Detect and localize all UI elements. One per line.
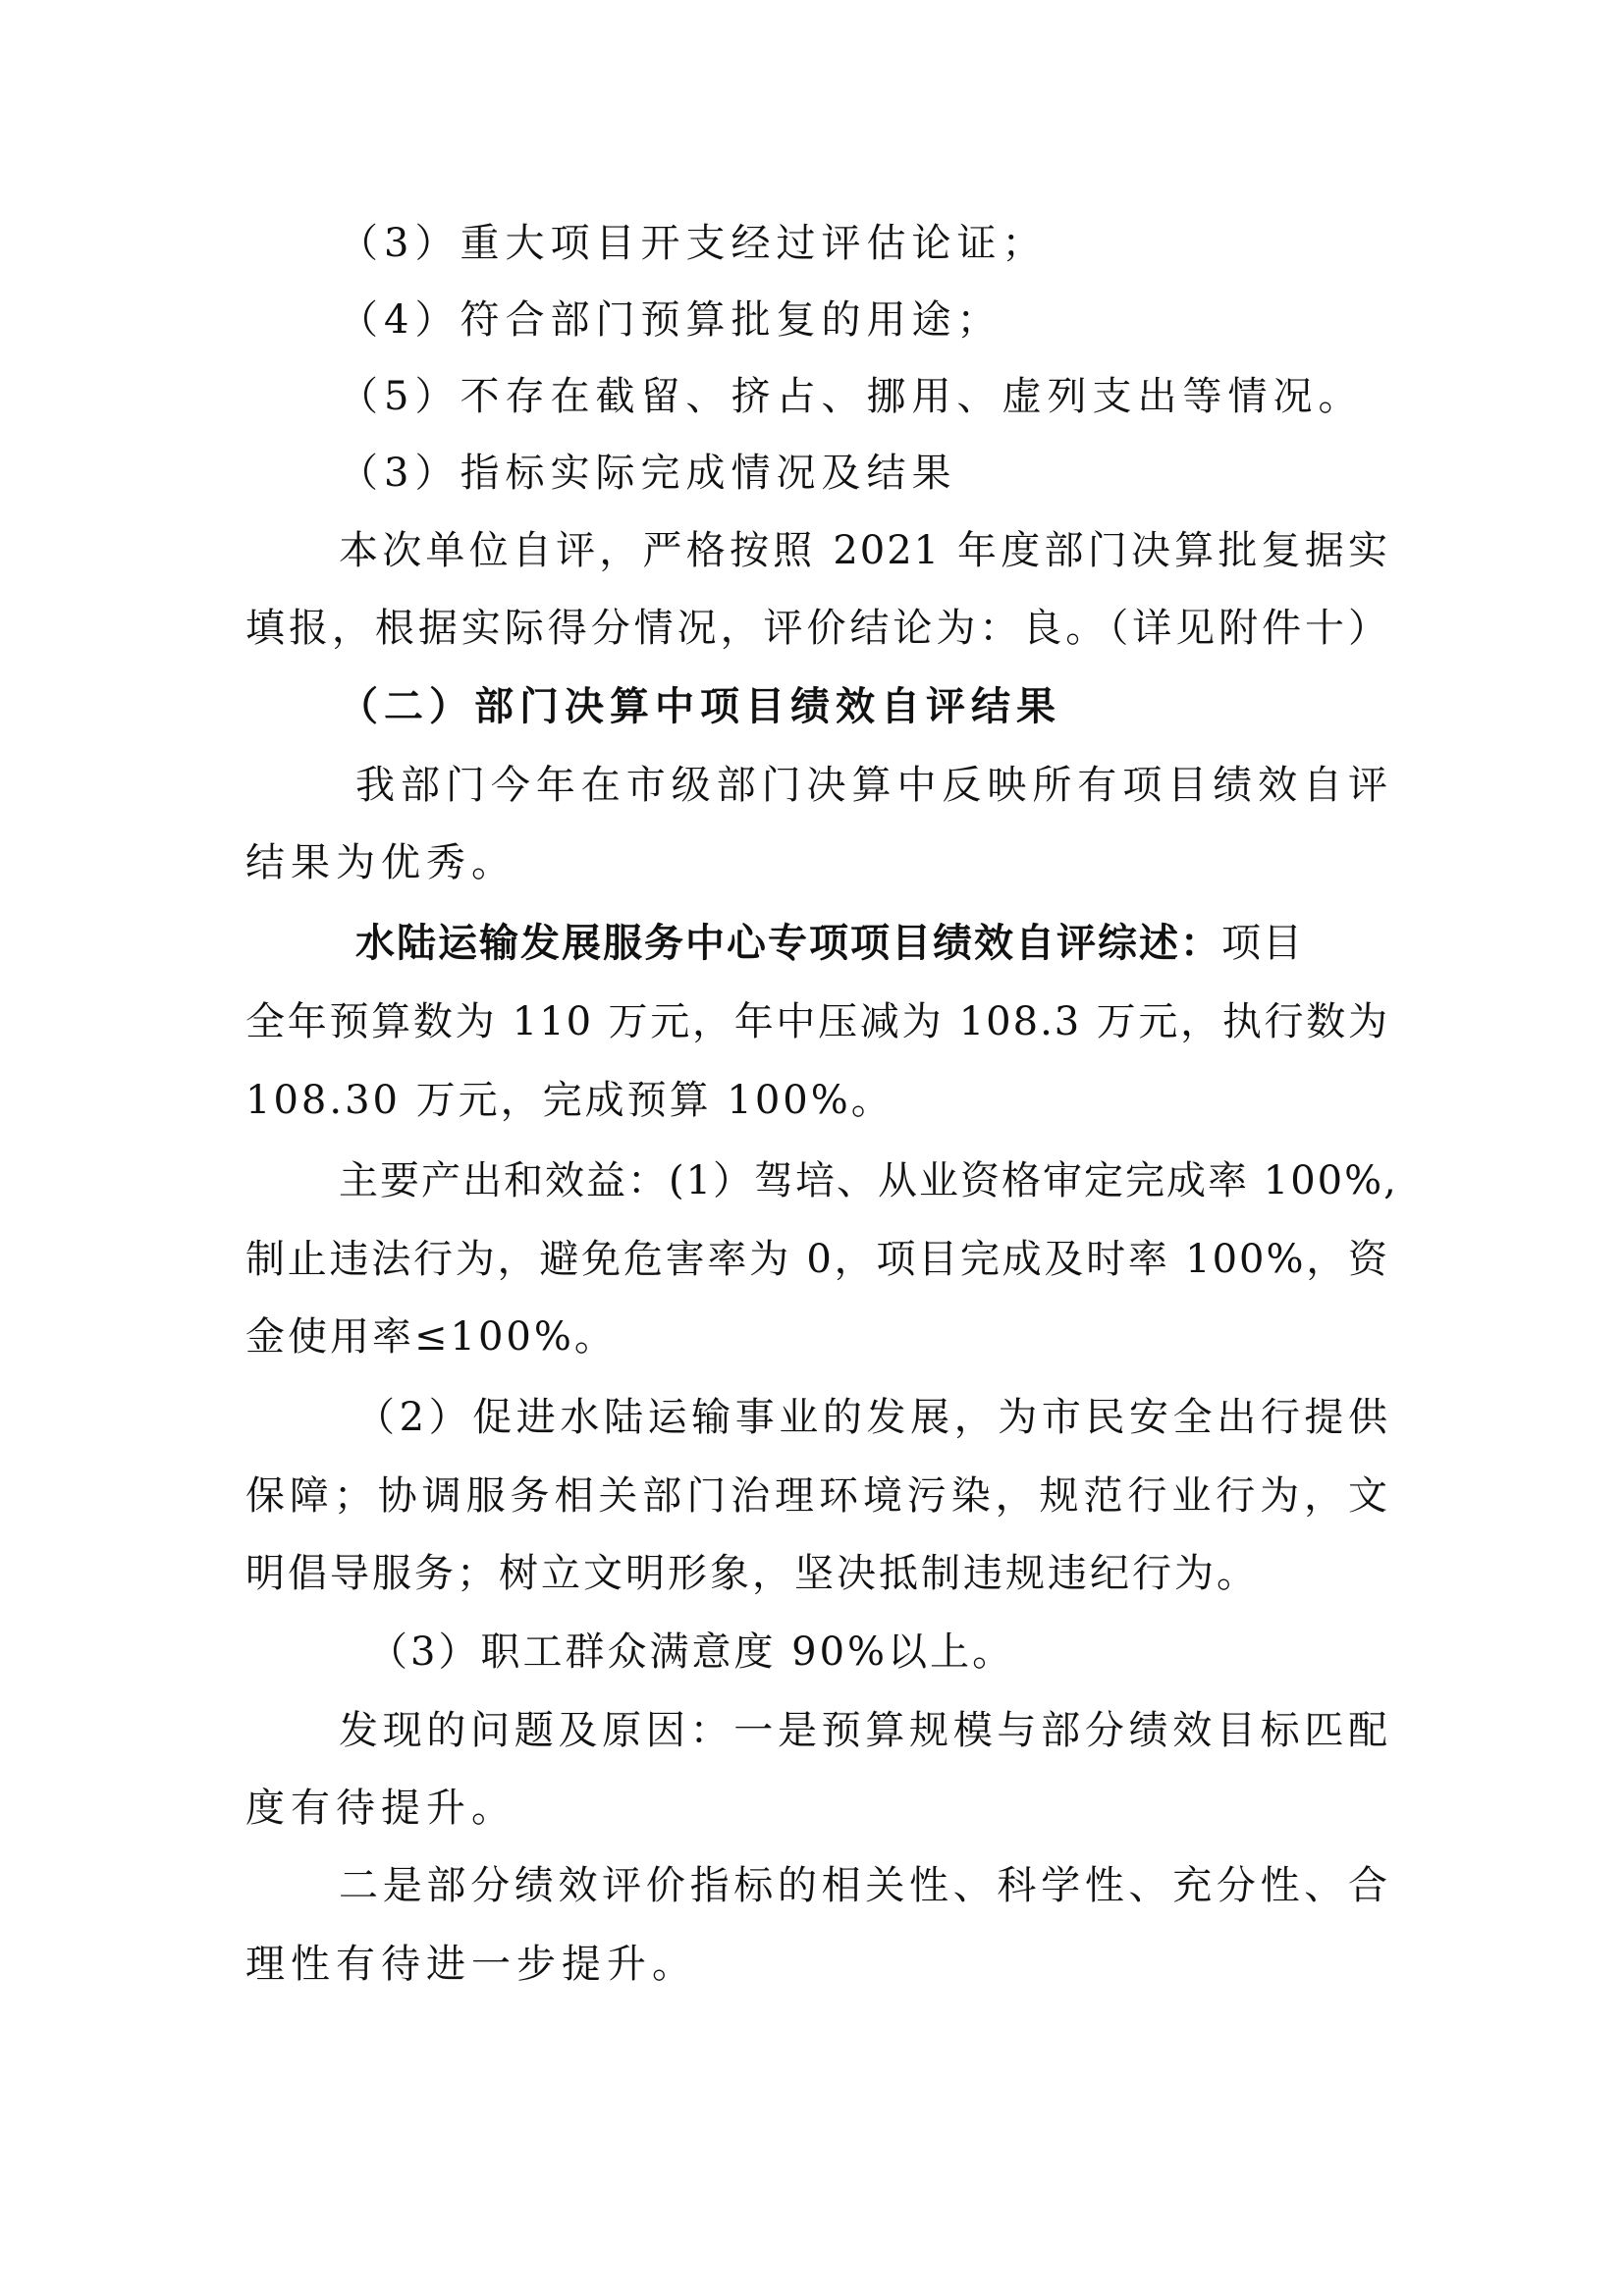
paragraph-results-line1: 我部门今年在市级部门决算中反映所有项目绩效自评 <box>355 763 1389 808</box>
paragraph-self-evaluation-line1: 本次单位自评，严格按照 2021 年度部门决算批复据实 <box>339 528 1389 573</box>
paragraph-summary-line1 <box>355 914 1389 973</box>
paragraph-outputs-line1: 主要产出和效益：(1）驾培、从业资格审定完成率 100%, <box>339 1158 1398 1203</box>
paragraph-outputs-line2: 制止违法行为，避免危害率为 0，项目完成及时率 100%，资 <box>245 1237 1389 1282</box>
section-heading-project-performance: （二）部门决算中项目绩效自评结果 <box>339 684 1061 729</box>
list-item-no-misuse: （5）不存在截留、挤占、挪用、虚列支出等情况。 <box>339 374 1364 419</box>
paragraph-problems2-line1: 二是部分绩效评价指标的相关性、科学性、充分性、合 <box>339 1863 1389 1908</box>
summary-bold-lead: 水陆运输发展服务中心专项项目绩效自评综述： <box>355 921 1221 966</box>
paragraph-satisfaction: （3）职工群众满意度 90%以上。 <box>368 1629 1015 1675</box>
paragraph-outputs-line3: 金使用率≤100%。 <box>245 1314 617 1360</box>
list-item-indicator-results: （3）指标实际完成情况及结果 <box>339 451 957 496</box>
paragraph-summary-line2: 全年预算数为 110 万元，年中压减为 108.3 万元，执行数为 <box>245 999 1389 1044</box>
paragraph-problems-line2: 度有待提升。 <box>245 1786 516 1831</box>
paragraph-results-line2: 结果为优秀。 <box>245 840 516 885</box>
list-item-budget-purpose: （4）符合部门预算批复的用途； <box>339 297 1002 343</box>
summary-lead-rest: 项目 <box>1221 921 1304 966</box>
paragraph-benefits-line2: 保障；协调服务相关部门治理环境污染，规范行业行为，文 <box>245 1473 1389 1519</box>
paragraph-benefits-line3: 明倡导服务；树立文明形象，坚决抵制违规违纪行为。 <box>245 1551 1259 1596</box>
paragraph-problems2-line2: 理性有待进一步提升。 <box>245 1942 697 1987</box>
paragraph-problems-line1: 发现的问题及原因：一是预算规模与部分绩效目标匹配 <box>339 1708 1389 1753</box>
paragraph-self-evaluation-line2: 填报，根据实际得分情况，评价结论为：良。（详见附件十） <box>245 606 1389 651</box>
list-item-major-project-review: （3）重大项目开支经过评估论证； <box>339 221 1048 266</box>
paragraph-benefits-line1: （2）促进水陆运输事业的发展，为市民安全出行提供 <box>355 1395 1389 1440</box>
paragraph-summary-line3: 108.30 万元，完成预算 100%。 <box>245 1078 893 1123</box>
